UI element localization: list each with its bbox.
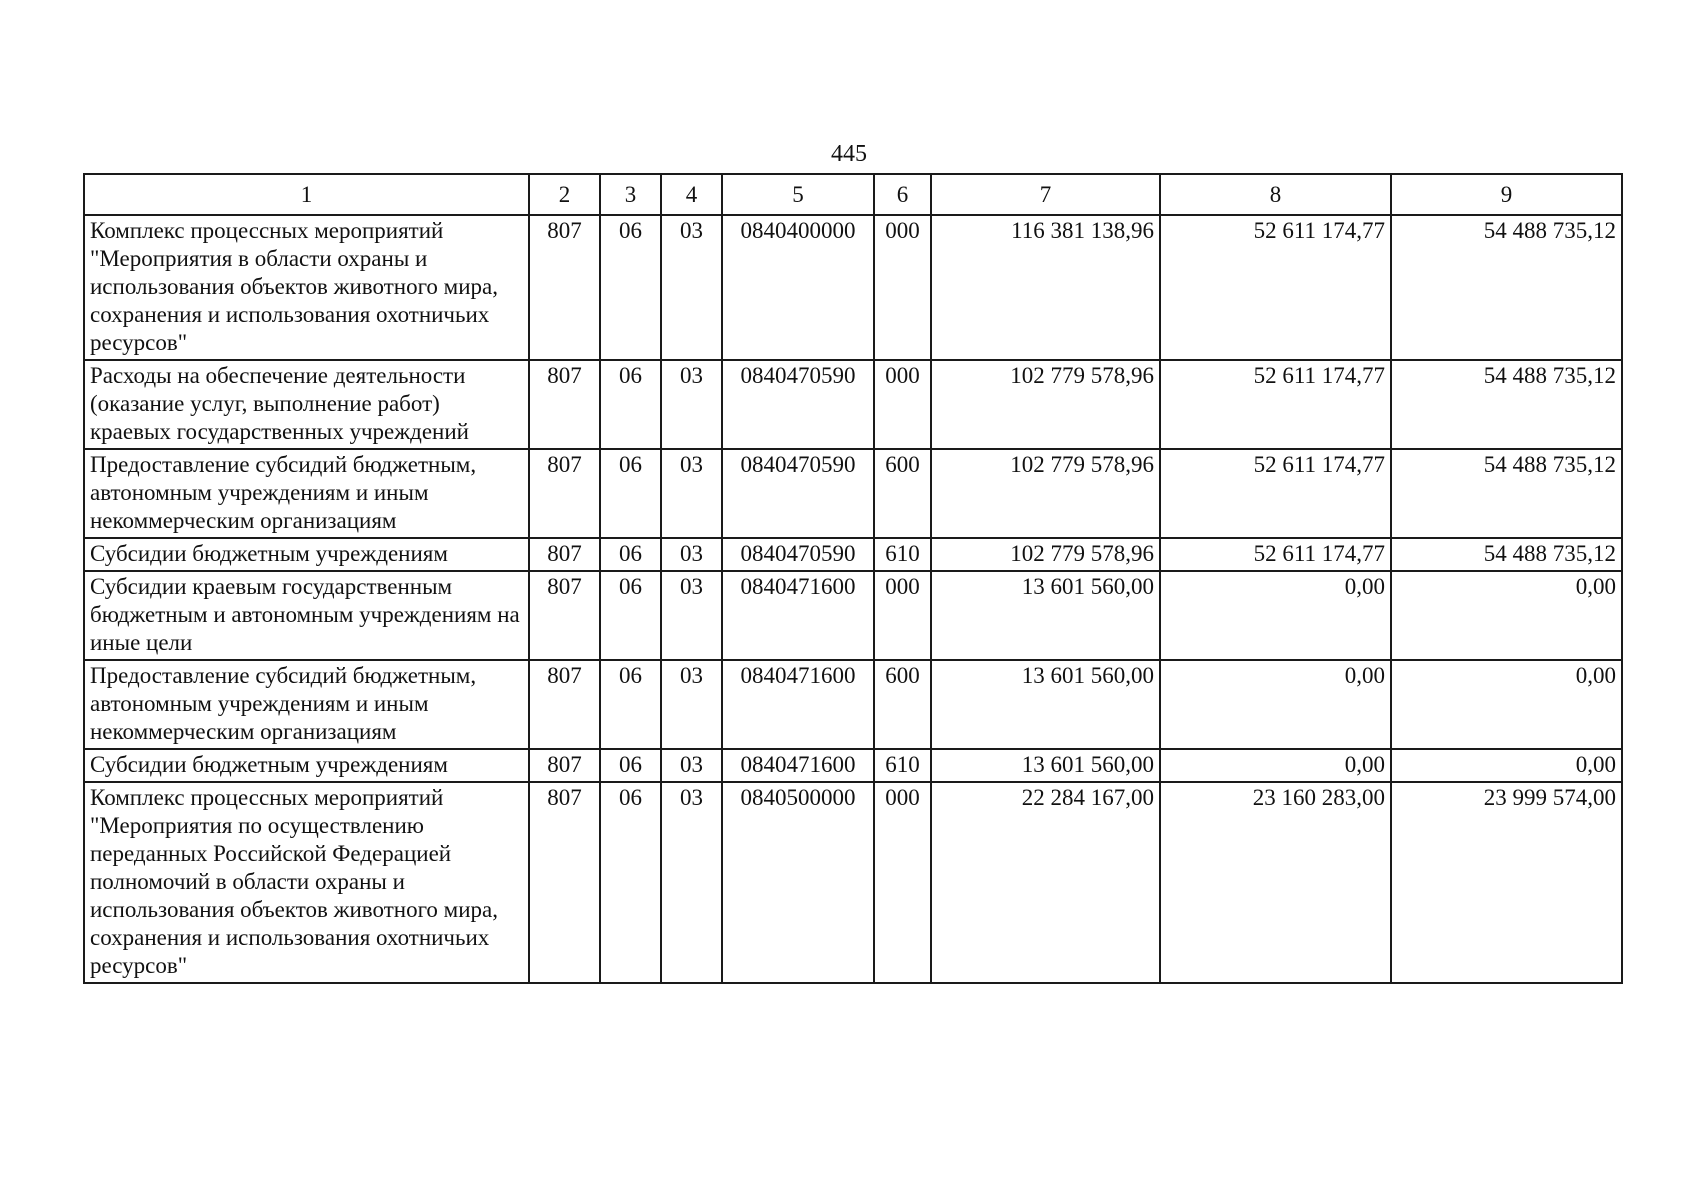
section-code: 06 bbox=[600, 782, 661, 983]
amount-col9: 0,00 bbox=[1391, 571, 1622, 660]
table-row bbox=[84, 538, 1622, 571]
subsection-code: 03 bbox=[661, 215, 722, 360]
target-article-code: 0840470590 bbox=[722, 449, 874, 538]
ministry-code: 807 bbox=[529, 571, 600, 660]
column-header-6: 6 bbox=[874, 174, 931, 215]
expense-type-code: 610 bbox=[874, 538, 931, 571]
expense-type-code: 600 bbox=[874, 660, 931, 749]
target-article-code: 0840470590 bbox=[722, 538, 874, 571]
expense-type-code: 610 bbox=[874, 749, 931, 782]
amount-col9: 54 488 735,12 bbox=[1391, 449, 1622, 538]
amount-col9: 23 999 574,00 bbox=[1391, 782, 1622, 983]
column-header-2: 2 bbox=[529, 174, 600, 215]
expense-name: Субсидии краевым государственным бюджетным и автономным учреждениям на иные цели bbox=[84, 571, 529, 660]
subsection-code: 03 bbox=[661, 571, 722, 660]
ministry-code: 807 bbox=[529, 449, 600, 538]
expense-type-code: 000 bbox=[874, 360, 931, 449]
amount-col8: 52 611 174,77 bbox=[1160, 449, 1391, 538]
amount-col9: 54 488 735,12 bbox=[1391, 215, 1622, 360]
target-article-code: 0840500000 bbox=[722, 782, 874, 983]
ministry-code: 807 bbox=[529, 360, 600, 449]
amount-col7: 13 601 560,00 bbox=[931, 749, 1160, 782]
subsection-code: 03 bbox=[661, 538, 722, 571]
expense-name: Комплекс процессных мероприятий "Мероприятия в области охраны и использования объектов животного мира, сохранения и использования охотничьих ресурсов" bbox=[84, 215, 529, 360]
section-code: 06 bbox=[600, 660, 661, 749]
header-row bbox=[84, 174, 1622, 215]
subsection-code: 03 bbox=[661, 782, 722, 983]
amount-col9: 0,00 bbox=[1391, 749, 1622, 782]
amount-col7: 102 779 578,96 bbox=[931, 538, 1160, 571]
amount-col8: 52 611 174,77 bbox=[1160, 538, 1391, 571]
target-article-code: 0840471600 bbox=[722, 571, 874, 660]
expense-name: Субсидии бюджетным учреждениям bbox=[84, 749, 529, 782]
amount-col7: 102 779 578,96 bbox=[931, 449, 1160, 538]
amount-col8: 52 611 174,77 bbox=[1160, 215, 1391, 360]
table-row bbox=[84, 660, 1622, 749]
target-article-code: 0840400000 bbox=[722, 215, 874, 360]
amount-col8: 0,00 bbox=[1160, 571, 1391, 660]
amount-col7: 13 601 560,00 bbox=[931, 571, 1160, 660]
amount-col8: 52 611 174,77 bbox=[1160, 360, 1391, 449]
table-row bbox=[84, 360, 1622, 449]
amount-col9: 54 488 735,12 bbox=[1391, 360, 1622, 449]
ministry-code: 807 bbox=[529, 660, 600, 749]
table-row bbox=[84, 749, 1622, 782]
expense-type-code: 600 bbox=[874, 449, 931, 538]
subsection-code: 03 bbox=[661, 660, 722, 749]
target-article-code: 0840471600 bbox=[722, 749, 874, 782]
ministry-code: 807 bbox=[529, 749, 600, 782]
budget-table bbox=[83, 173, 1623, 984]
column-header-3: 3 bbox=[600, 174, 661, 215]
amount-col8: 23 160 283,00 bbox=[1160, 782, 1391, 983]
amount-col8: 0,00 bbox=[1160, 660, 1391, 749]
amount-col9: 0,00 bbox=[1391, 660, 1622, 749]
section-code: 06 bbox=[600, 749, 661, 782]
expense-name: Предоставление субсидий бюджетным, автономным учреждениям и иным некоммерческим организациям bbox=[84, 449, 529, 538]
column-header-4: 4 bbox=[661, 174, 722, 215]
section-code: 06 bbox=[600, 360, 661, 449]
expense-name: Предоставление субсидий бюджетным, автономным учреждениям и иным некоммерческим организациям bbox=[84, 660, 529, 749]
amount-col7: 22 284 167,00 bbox=[931, 782, 1160, 983]
ministry-code: 807 bbox=[529, 215, 600, 360]
column-header-8: 8 bbox=[1160, 174, 1391, 215]
expense-name: Субсидии бюджетным учреждениям bbox=[84, 538, 529, 571]
amount-col9: 54 488 735,12 bbox=[1391, 538, 1622, 571]
table-row bbox=[84, 782, 1622, 983]
subsection-code: 03 bbox=[661, 449, 722, 538]
section-code: 06 bbox=[600, 571, 661, 660]
amount-col8: 0,00 bbox=[1160, 749, 1391, 782]
table-row bbox=[84, 215, 1622, 360]
amount-col7: 13 601 560,00 bbox=[931, 660, 1160, 749]
section-code: 06 bbox=[600, 449, 661, 538]
section-code: 06 bbox=[600, 538, 661, 571]
column-header-7: 7 bbox=[931, 174, 1160, 215]
column-header-1: 1 bbox=[84, 174, 529, 215]
subsection-code: 03 bbox=[661, 749, 722, 782]
amount-col7: 116 381 138,96 bbox=[931, 215, 1160, 360]
target-article-code: 0840470590 bbox=[722, 360, 874, 449]
expense-type-code: 000 bbox=[874, 571, 931, 660]
table-row bbox=[84, 571, 1622, 660]
expense-type-code: 000 bbox=[874, 215, 931, 360]
expense-type-code: 000 bbox=[874, 782, 931, 983]
expense-name: Расходы на обеспечение деятельности (оказание услуг, выполнение работ) краевых государственных учреждений bbox=[84, 360, 529, 449]
amount-col7: 102 779 578,96 bbox=[931, 360, 1160, 449]
expense-name: Комплекс процессных мероприятий "Мероприятия по осуществлению переданных Российской Федерацией полномочий в области охраны и использования объектов животного мира, сохранения и использования охотничьих ресурсов" bbox=[84, 782, 529, 983]
column-header-9: 9 bbox=[1391, 174, 1622, 215]
table-row bbox=[84, 449, 1622, 538]
section-code: 06 bbox=[600, 215, 661, 360]
page-number: 445 bbox=[831, 141, 867, 167]
ministry-code: 807 bbox=[529, 782, 600, 983]
ministry-code: 807 bbox=[529, 538, 600, 571]
column-header-5: 5 bbox=[722, 174, 874, 215]
target-article-code: 0840471600 bbox=[722, 660, 874, 749]
subsection-code: 03 bbox=[661, 360, 722, 449]
